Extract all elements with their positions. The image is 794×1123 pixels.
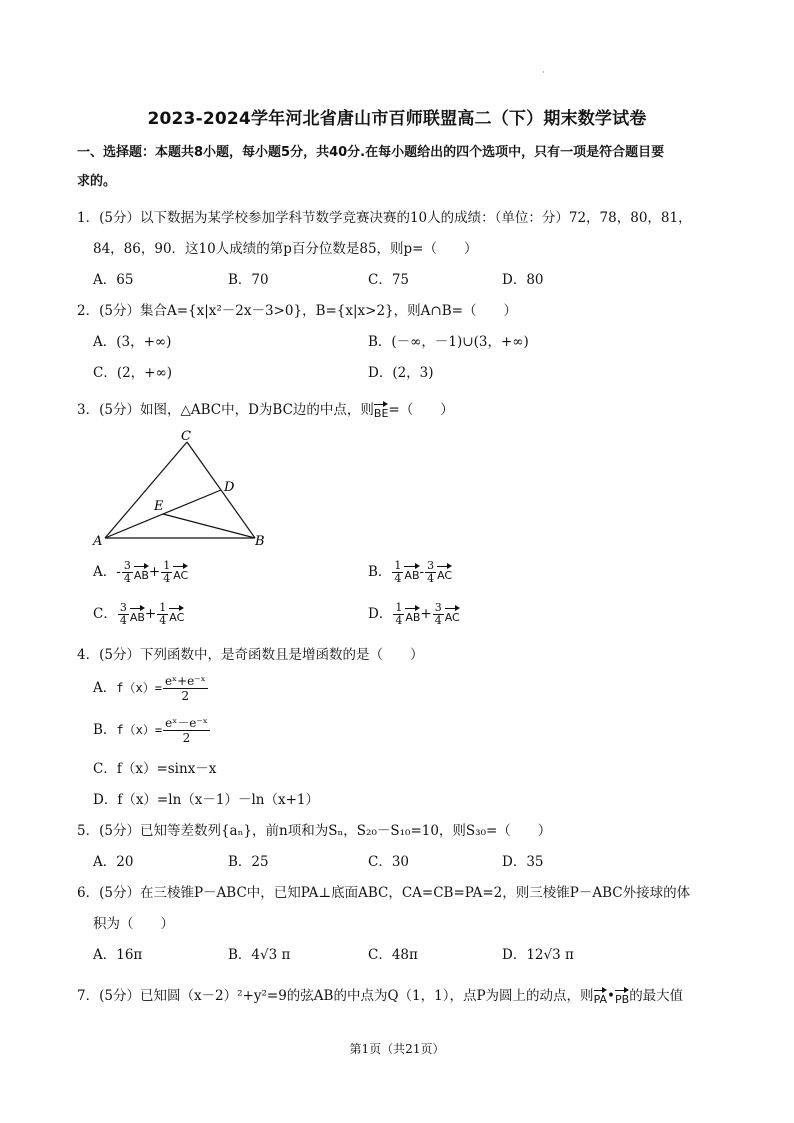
q3-option-a: A．- $\frac{3}{4}$ AB+ $\frac{1}{4}$ AC	[93, 559, 189, 585]
label-a: A	[93, 534, 103, 549]
label-b: B	[255, 534, 265, 549]
q5-option-a: A．20	[93, 854, 134, 870]
q2-option-d: D．(2，3)	[368, 365, 434, 381]
q1-option-c: C．75	[368, 272, 410, 288]
q4-option-d: D．f（x）=ln（x－1）－ln（x+1）	[93, 792, 319, 808]
q2-line-1: 2．(5分）集合A={x|x²－2x－3>0}，B={x|x>2}，则A∩B=（ ）	[77, 303, 517, 319]
q5-line-1: 5．(5分）已知等差数列{aₙ}，前n项和为Sₙ，S₂₀－S₁₀=10，则S₃₀=（ ）	[77, 823, 552, 839]
q1-option-d: D．80	[502, 272, 544, 288]
section-line-2: 求的。	[77, 174, 117, 189]
q4-option-b: B．f（x）= $\frac{\text{eˣ－e⁻ˣ}}{2}$	[93, 716, 208, 745]
section-line-1: 一、选择题：本题共8小题，每小题5分，共40分.在每小题给出的四个选项中，只有一项是符合题目要	[77, 145, 665, 160]
page-footer: 第1页（共21页）	[349, 1042, 445, 1056]
q1-line-1: 1．(5分）以下数据为某学校参加学科节数学竞赛决赛的10人的成绩：（单位：分）72，78，80，81，	[77, 210, 692, 226]
triangle-figure	[90, 428, 280, 550]
q1-line-2: 84，86，90．这10人成绩的第p百分位数是85，则p=（ ）	[93, 241, 478, 257]
q1-option-b: B．70	[228, 272, 269, 288]
q1-option-a: A．65	[93, 272, 134, 288]
q5-option-c: C．30	[368, 854, 410, 870]
q5-option-b: B．25	[228, 854, 269, 870]
q3-option-b: B． $\frac{1}{4}$ AB- $\frac{3}{4}$ AC	[368, 559, 453, 585]
label-c: C	[181, 429, 191, 444]
q6-option-c: C．48π	[368, 947, 418, 963]
page-title: 2023-2024学年河北省唐山市百师联盟高二（下）期末数学试卷	[147, 109, 647, 129]
vector-pb: PB	[615, 988, 629, 1006]
q6-option-a: A．16π	[93, 947, 143, 963]
q2-option-b: B．(－∞，－1)∪(3，+∞)	[368, 334, 529, 350]
label-d: D	[224, 480, 235, 495]
q3-option-d: D． $\frac{1}{4}$ AB+ $\frac{3}{4}$ AC	[368, 601, 460, 627]
q4-option-a: A．f（x）= $\frac{\text{eˣ+e⁻ˣ}}{2}$	[93, 674, 206, 703]
side-ac	[105, 442, 187, 538]
q6-line-2: 积为（ ）	[93, 916, 174, 932]
q5-option-d: D．35	[502, 854, 544, 870]
vector-pa: PA	[594, 988, 607, 1006]
q3-option-c: C． $\frac{3}{4}$ AB+ $\frac{1}{4}$ AC	[93, 601, 185, 627]
q7-line-1: 7．(5分）已知圆（x－2）²+y²=9的弦AB的中点为Q（1，1），点P为圆上的动点，则PA•PB的最大值	[77, 988, 684, 1006]
q6-option-d: D．12√3 π	[502, 947, 574, 963]
vector-be: BE	[374, 402, 389, 420]
q3-line-1: 3．(5分）如图，△ABC中，D为BC边的中点，则BE=（ ）	[77, 402, 454, 420]
q2-option-a: A．(3，+∞)	[93, 334, 172, 350]
q6-line-1: 6．(5分）在三棱锥P－ABC中，已知PA⊥底面ABC，CA=CB=PA=2，则三棱锥P－ABC外接球的体	[77, 885, 691, 901]
exam-page: · 2023-2024学年河北省唐山市百师联盟高二（下）期末数学试卷 一、选择题：本题共8小题，每小题5分，共40分.在每小题给出的四个选项中，只有一项是符合题目要 求的。 1．(5分）以下数据为某学校参加学科节数学竞赛决赛的10人的成绩：（单位：分）72，78，80，81， 84，86，90．这10人成绩的第p百分位数是85，则p=（ ） A．65 B．70 C．75 D．80 2．(5分）集合A={x|x²－2x－3>0}，B={x|x>2}，则A∩B=（ ） A．(3，+∞) B．(－∞，－1)∪(3，+∞) C．(2，+∞) D．(2，3) 3．(5分）如图，△ABC中，D为BC边的中点，则BE=（ ） C D E A B A．- $\frac{3}{4}$ AB+ $\frac{1}{4}$ AC B． $\frac{1}{4}$ AB- $\frac{3}{4}$ AC C． $\frac{3}{4}$ AB+ $\frac{1}{4}$ AC D． $\frac{1}{4}$ AB+ $\frac{3}{4}$ AC 4．(5分）下列函数中，是奇函数且是增函数的是（ ） A．f（x）= $\frac{\text{eˣ+e⁻ˣ}}{2}$ B．f（x）= $\frac{\text{eˣ－e⁻ˣ}}{2}$ C．f（x）=sinx－x D．f（x）=ln（x－1）－ln（x+1） 5．(5分）已知等差数列{aₙ}，前n项和为Sₙ，S₂₀－S₁₀=10，则S₃₀=（ ） A．20 B．25 C．30 D．35 6．(5分）在三棱锥P－ABC中，已知PA⊥底面ABC，CA=CB=PA=2，则三棱锥P－ABC外接球的体 积为（ ） A．16π B．4√3 π C．48π D．12√3 π 7．(5分）已知圆（x－2）²+y²=9的弦AB的中点为Q（1，1），点P为圆上的动点，则PA•PB的最大值 第1页（共21页）	[0, 0, 794, 1123]
q2-option-c: C．(2，+∞)	[93, 365, 173, 381]
q6-option-b: B．4√3 π	[228, 947, 291, 963]
section-heading	[77, 138, 737, 196]
q4-option-c: C．f（x）=sinx－x	[93, 761, 217, 777]
label-e: E	[154, 499, 164, 514]
q4-line-1: 4．(5分）下列函数中，是奇函数且是增函数的是（ ）	[77, 647, 424, 663]
